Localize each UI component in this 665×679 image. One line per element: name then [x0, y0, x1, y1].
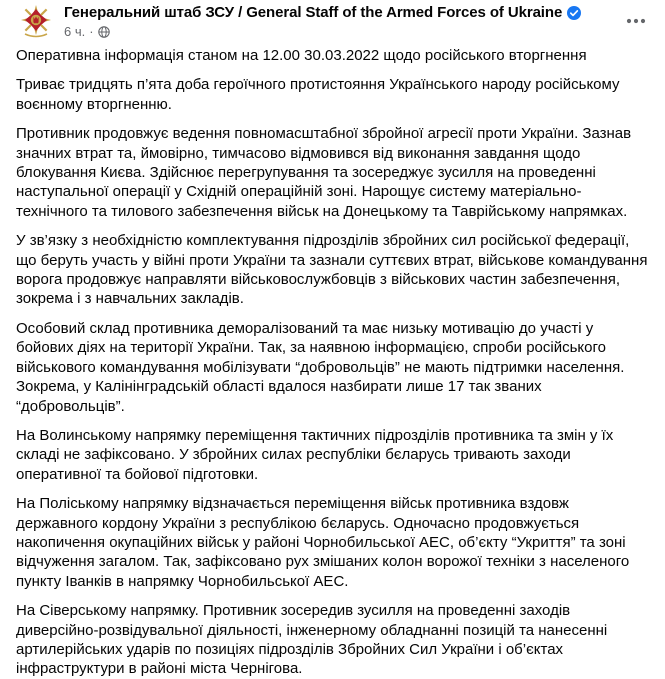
verified-badge-icon	[567, 6, 581, 20]
author-name-link[interactable]: Генеральний штаб ЗСУ / General Staff of the Armed Forces of Ukraine	[64, 4, 563, 21]
post-paragraph: На Сіверському напрямку. Противник зосередив зусилля на проведенні заходів диверсійно-розвідувальної діяльності, інженерному обладнанні позицій та нанесенні артилерійських ударів по позиціях підрозділів Збройних Сил України і об’єктах інфраструктури в районі міста Чернігова.	[16, 602, 608, 678]
post-paragraph: Противник продовжує ведення повномасштабної збройної агресії проти України. Зазнав значних втрат та, ймовірно, тимчасово відмовився від виконання завдання щодо блокування Києва. Здійснює перегрупування та зосереджує зусилля на проведенні наступальної операції у Східній операційній зоні. Нарощує систему матеріально-технічного та тилового забезпечення військ на Донецькому та Таврійському напрямках.	[16, 125, 632, 220]
post-paragraph: Триває тридцять п’ята доба героїчного протистояння Українського народу російському воєнному вторгненню.	[16, 76, 620, 113]
general-staff-emblem-icon	[16, 1, 56, 41]
author-line	[64, 4, 581, 21]
globe-icon[interactable]	[98, 26, 110, 38]
more-options-icon	[626, 18, 646, 24]
avatar[interactable]	[16, 1, 56, 41]
post-paragraph: У зв’язку з необхідністю комплектування підрозділів збройних сил російської федерації, що беруть участь у війні проти України та зазнали суттєвих втрат, військове командування ворога продовжує направляти військовослужбовців з військових частин забезпечення, зокрема і з навчальних закладів.	[16, 232, 648, 308]
post-meta	[64, 24, 110, 39]
post-timestamp-link[interactable]: 6 ч.	[64, 24, 86, 39]
meta-separator: ·	[89, 24, 94, 39]
more-options-button[interactable]	[621, 6, 651, 36]
post-paragraph: На Поліському напрямку відзначається переміщення військ противника вздовж державного кордону України з республікою бєларусь. Одночасно продовжується накопичення окупаційних військ у районі Чорнобильської АЕС, об’єкту “Укриття” та зоні відчуження загалом. Так, зафіксовано рух змішаних колон ворожої техніки з населеного пункту Іванків в напрямку Чорнобильської АЕС.	[16, 495, 630, 590]
post-header	[16, 0, 651, 46]
post-paragraph: На Волинському напрямку переміщення тактичних підрозділів противника та змін у їх складі не зафіксовано. У збройних силах республіки бєларусь тривають заходи оперативної та бойової підготовки.	[16, 426, 614, 483]
post-text	[16, 46, 651, 679]
post-paragraph: Оперативна інформація станом на 12.00 30.03.2022 щодо російського вторгнення	[16, 47, 587, 64]
post-paragraph: Особовий склад противника деморалізований та має низьку мотивацію до участі у бойових діях на території України. Так, за наявною інформацією, спроби російського військового командування мобілізувати “добровольців” не мають підтримки населення. Зокрема, у Калінінградській області вдалося назбирати лише 17 так званих “добровольців”.	[16, 319, 625, 415]
